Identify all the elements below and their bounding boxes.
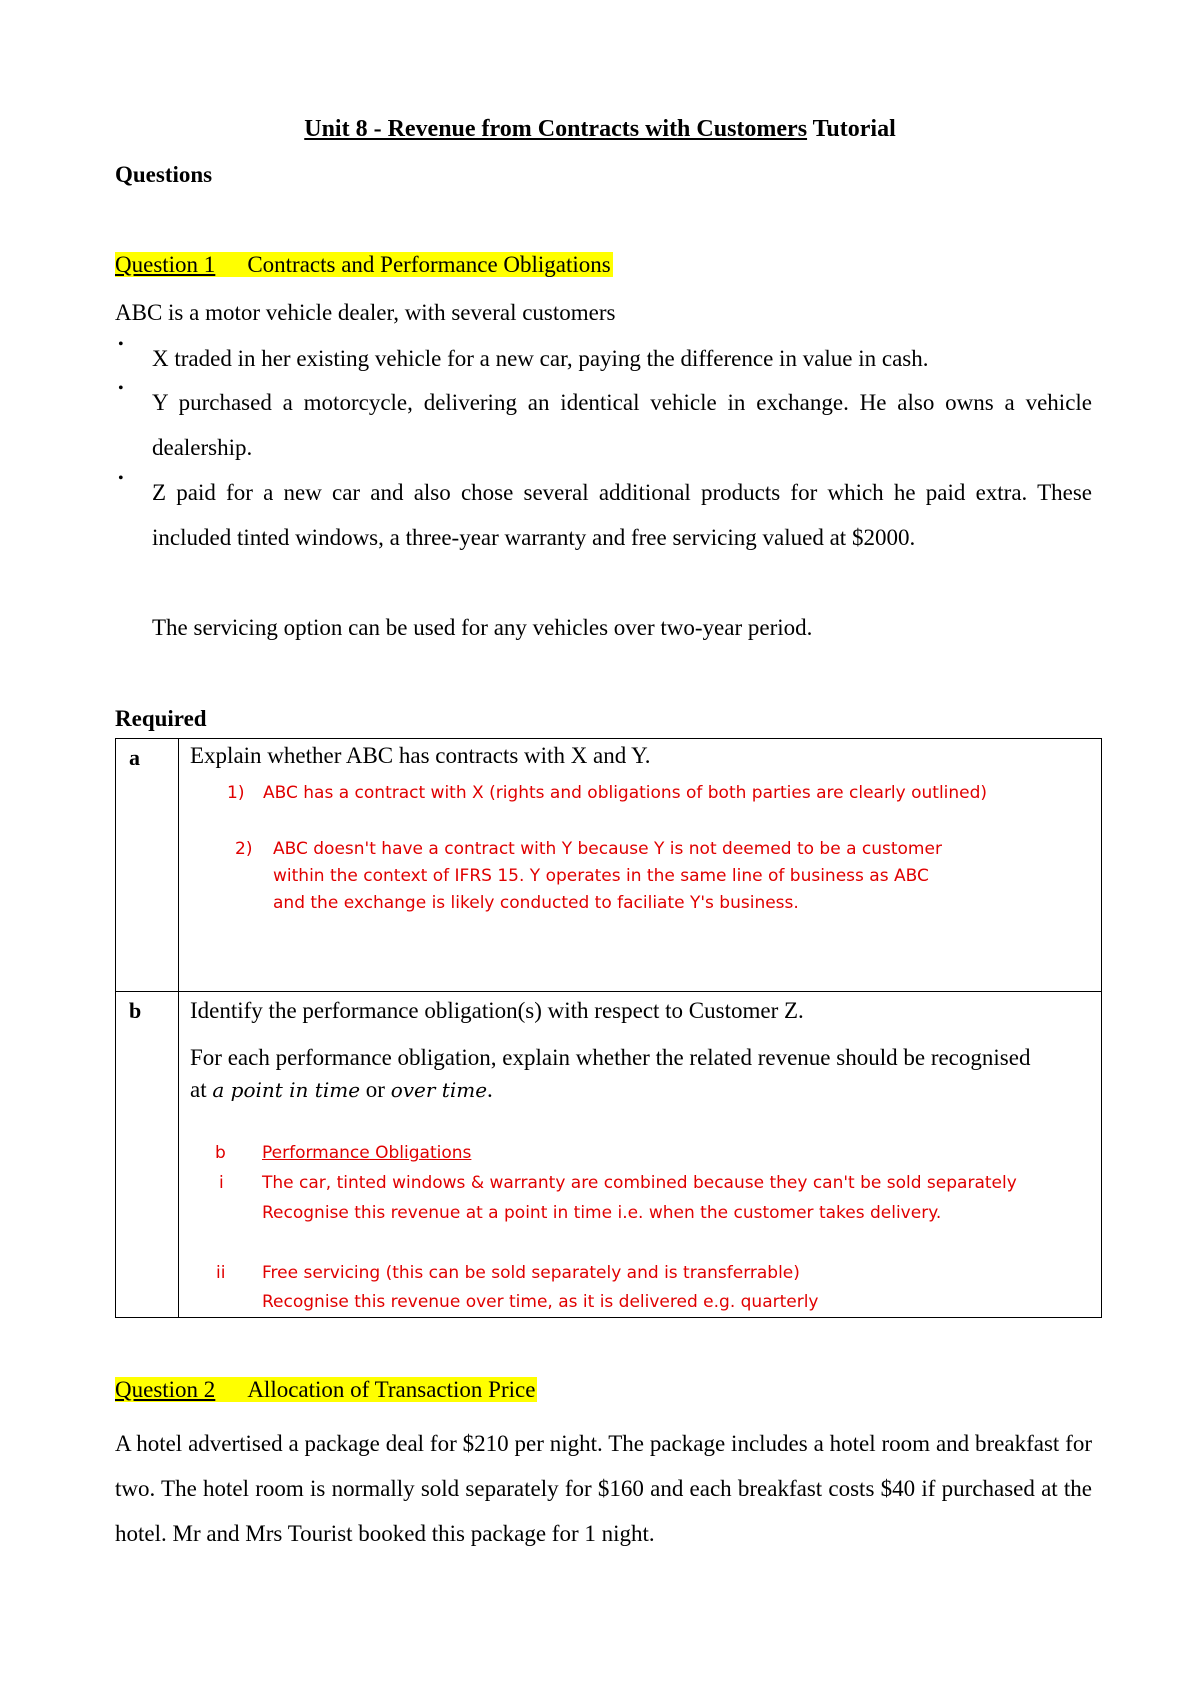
question-2-body: A hotel advertised a package deal for $210 per night. The package includes a hotel room and breakfast for two. The hotel room is normally sold separately for $160 and each breakfast costs $40 if purchased at the hotel. Mr and Mrs Tourist booked this package for 1 night. [115, 1431, 1092, 1546]
title-rest: Tutorial [807, 116, 896, 142]
question-italic: over time [390, 1078, 488, 1102]
page-title [0, 116, 1200, 143]
answer-number: ii [216, 1263, 226, 1283]
required-heading: Required [115, 706, 207, 731]
question-text: or [360, 1077, 391, 1102]
row-letter: b [129, 998, 142, 1023]
title-underlined: Unit 8 - Revenue from Contracts with Customers [304, 116, 808, 142]
table-row [116, 992, 1102, 1318]
question-1-title: Contracts and Performance Obligations [247, 252, 611, 277]
answer-heading: Performance Obligations [262, 1143, 472, 1163]
bullet-icon: • [118, 380, 124, 397]
answer-text: and the exchange is likely conducted to faciliate Y's business. [273, 893, 799, 913]
question-2-heading [115, 1377, 537, 1403]
bullet-note: The servicing option can be used for any vehicles over two-year period. [152, 615, 813, 640]
bullet-item: Z paid for a new car and also chose several additional products for which he paid extra. These included tinted windows, a three-year warranty and free servicing valued at $2000. [152, 480, 1092, 550]
question-text: . [487, 1077, 493, 1102]
question-2-title: Allocation of Transaction Price [247, 1377, 536, 1402]
question-italic: a point in time [212, 1078, 361, 1102]
bullet-item: X traded in her existing vehicle for a new car, paying the difference in value in cash. [152, 346, 929, 371]
answer-text: within the context of IFRS 15. Y operates in the same line of business as ABC [273, 866, 929, 886]
answer-number: 2) [235, 839, 253, 859]
answer-text: ABC doesn't have a contract with Y because Y is not deemed to be a customer [273, 839, 942, 859]
row-question: Identify the performance obligation(s) with respect to Customer Z. [190, 998, 804, 1023]
answer-number: b [215, 1143, 226, 1163]
row-question-2 [190, 1042, 1050, 1106]
question-1-heading [115, 252, 613, 278]
table-row [116, 739, 1102, 992]
answer-text: ABC has a contract with X (rights and obligations of both parties are clearly outlined) [263, 783, 988, 803]
question-text: For each performance obligation, explain whether the related revenue should be recognised at [190, 1045, 1031, 1102]
bullet-icon: • [118, 336, 124, 353]
row-letter: a [129, 745, 140, 770]
question-2-number: Question 2 [115, 1377, 216, 1402]
answer-number: 1) [227, 783, 245, 803]
answer-number: i [219, 1173, 224, 1193]
question-1-intro: ABC is a motor vehicle dealer, with several customers [115, 300, 616, 325]
required-table [115, 738, 1102, 1318]
answer-text: Recognise this revenue at a point in time i.e. when the customer takes delivery. [262, 1203, 942, 1223]
bullet-icon: • [118, 470, 124, 487]
answer-text: Free servicing (this can be sold separately and is transferrable) [262, 1263, 800, 1283]
answer-text: Recognise this revenue over time, as it is delivered e.g. quarterly [262, 1292, 819, 1312]
question-1-number: Question 1 [115, 252, 216, 277]
row-question: Explain whether ABC has contracts with X and Y. [190, 743, 651, 768]
questions-heading: Questions [115, 162, 213, 187]
bullet-item: Y purchased a motorcycle, delivering an identical vehicle in exchange. He also owns a vehicle dealership. [152, 390, 1092, 460]
answer-text: The car, tinted windows & warranty are combined because they can't be sold separately [262, 1173, 1017, 1193]
